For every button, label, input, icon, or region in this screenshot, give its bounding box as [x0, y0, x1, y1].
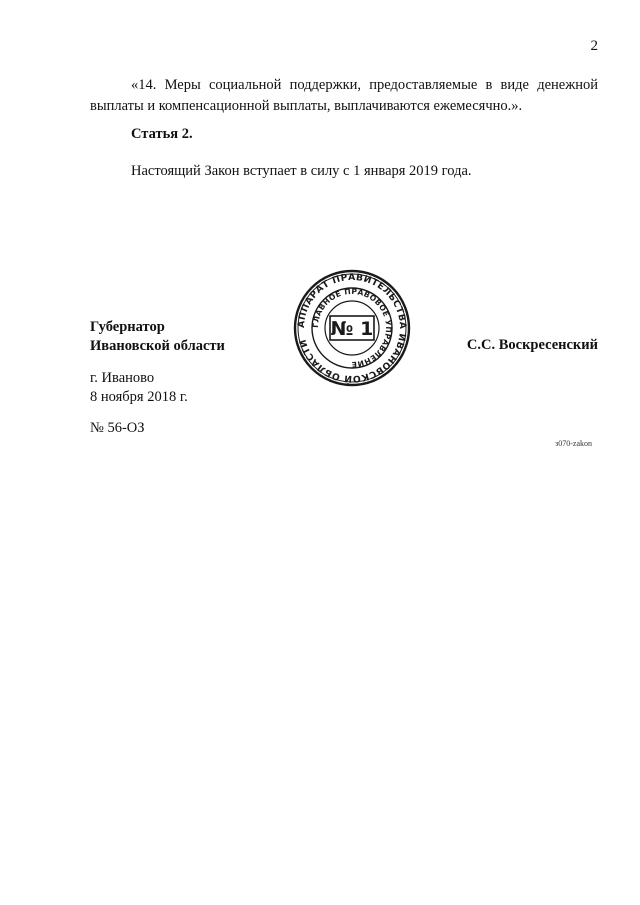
seal-outer-ring-text: АППАРАТ ПРАВИТЕЛЬСТВА ИВАНОВСКОЙ ОБЛАСТИ	[295, 271, 409, 385]
seal-graphic	[292, 268, 412, 388]
law-number: № 56-ОЗ	[90, 420, 145, 436]
document-code: з070-zakon	[555, 439, 592, 448]
city: г. Иваново	[90, 370, 155, 386]
seal-inner-ring-text: ГЛАВНОЕ ПРАВОВОЕ УПРАВЛЕНИЕ	[310, 286, 394, 370]
article-heading: Статья 2.	[131, 126, 193, 142]
official-seal	[292, 268, 412, 388]
signatory-title-line-2: Ивановской области	[90, 338, 225, 354]
page-number: 2	[590, 38, 598, 54]
signatory-name: С.С. Воскресенский	[466, 337, 598, 353]
amendment-paragraph: «14. Меры социальной поддержки, предоставляемые в виде денежной выплаты и компенсационной выплаты, выплачиваются ежемесячно.».	[90, 77, 598, 114]
place-and-date	[90, 369, 188, 407]
signatory-title-line-1: Губернатор	[90, 319, 165, 335]
signatory-title	[90, 318, 225, 356]
signing-date: 8 ноября 2018 г.	[90, 389, 188, 405]
effective-date-paragraph: Настоящий Закон вступает в силу с 1 января 2019 года.	[131, 163, 472, 179]
seal-center-number: № 1	[330, 318, 374, 340]
